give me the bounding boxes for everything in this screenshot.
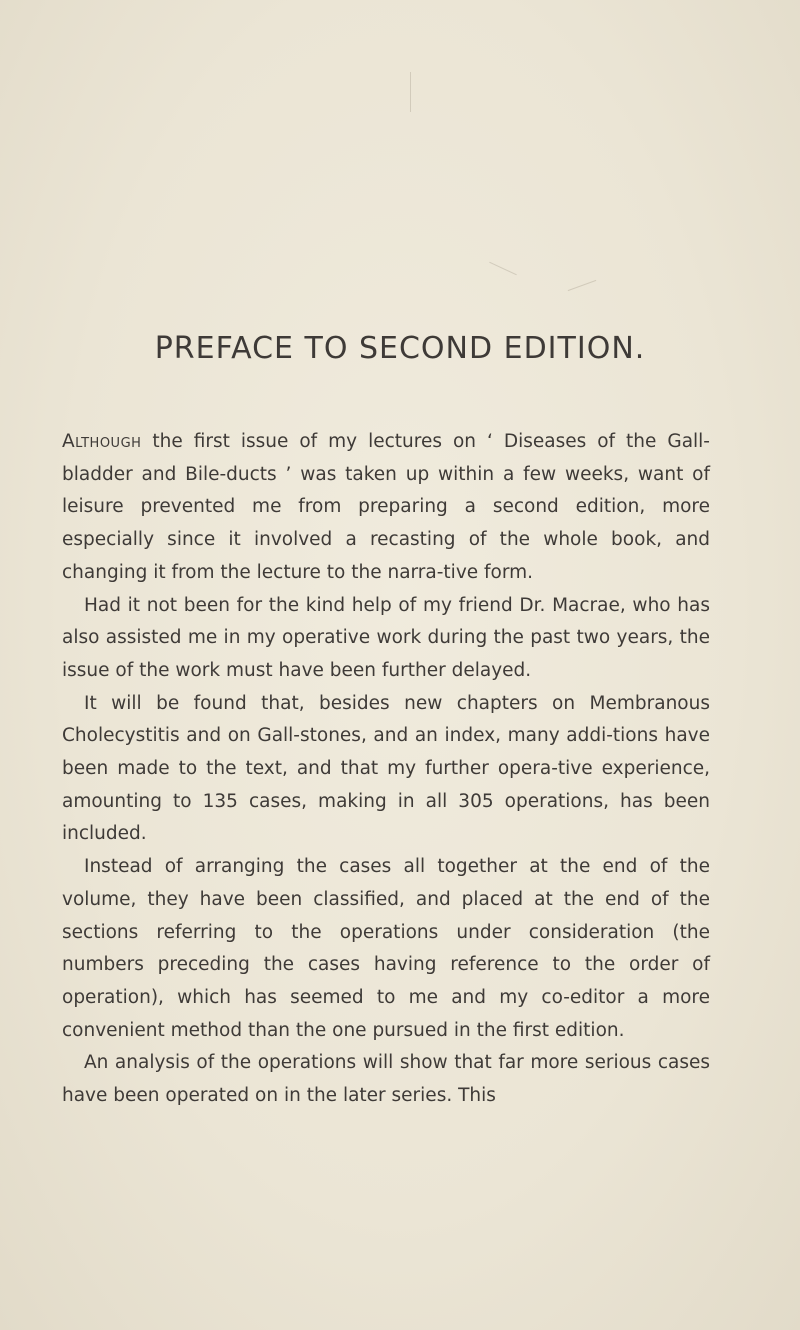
- page-title: PREFACE TO SECOND EDITION.: [154, 331, 646, 366]
- paragraph-5: An analysis of the operations will show that far more serious cases have been operated on in the later series. This: [62, 1052, 710, 1107]
- preface-body: [62, 426, 710, 1113]
- paragraph-4: Instead of arranging the cases all together at the end of the volume, they have been classified, and placed at the end of the sections referring to the operations under consideration (the numbers preceding the cases having reference to the order of operation), which has seemed to me and my co-editor a more convenient method than the one pursued in the first edition.: [62, 856, 710, 1041]
- paragraph-1-text: the first issue of my lectures on ‘ Diseases of the Gall-bladder and Bile-ducts ’ was taken up within a few weeks, want of leisure prevented me from preparing a second edition, more especially since it involved a recasting of the whole book, and changing it from the lecture to the narra-tive form.: [62, 431, 710, 583]
- paragraph-1: [62, 426, 710, 590]
- paper-speck: [410, 72, 411, 112]
- paragraph-2: Had it not been for the kind help of my friend Dr. Macrae, who has also assisted me in my operative work during the past two years, the issue of the work must have been further delayed.: [62, 594, 710, 681]
- opening-word: Although: [62, 431, 142, 452]
- paragraph-3: It will be found that, besides new chapters on Membranous Cholecystitis and on Gall-stones, and an index, many addi-tions have been made to the text, and that my further opera-tive experience, amounting to 135 cases, making in all 305 operations, has been included.: [62, 692, 710, 845]
